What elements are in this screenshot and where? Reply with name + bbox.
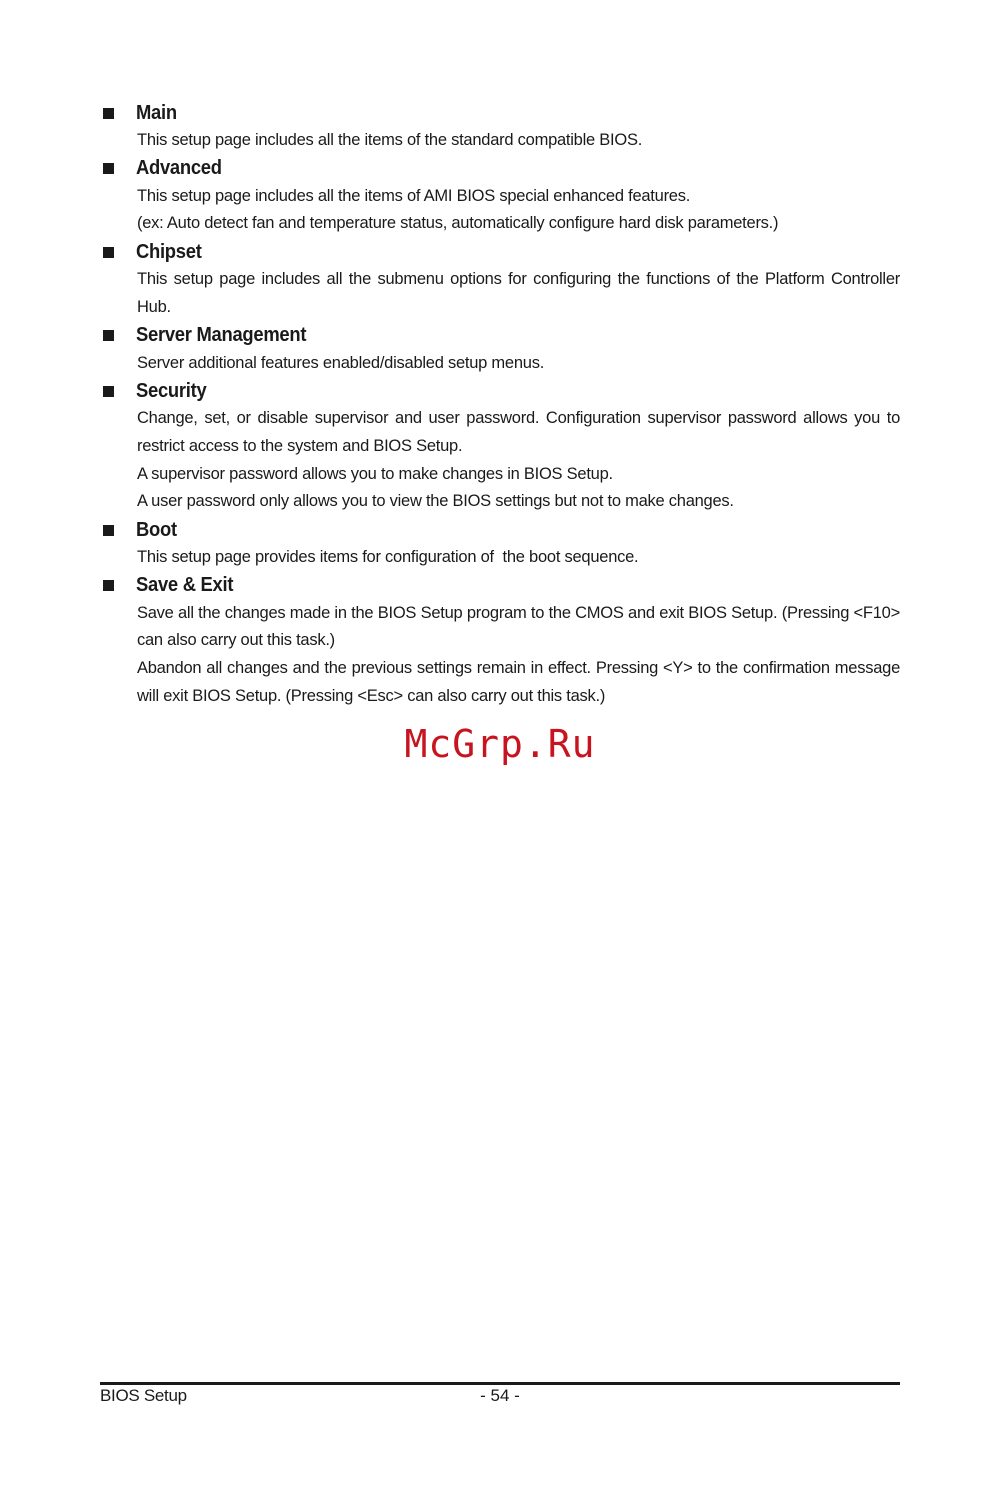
section-paragraph: A supervisor password allows you to make changes in BIOS Setup. bbox=[137, 464, 613, 483]
square-bullet-icon bbox=[103, 247, 114, 258]
square-bullet-icon bbox=[103, 525, 114, 536]
footer-section-label: BIOS Setup bbox=[100, 1386, 187, 1405]
square-bullet-icon bbox=[103, 386, 114, 397]
watermark-text: McGrp.Ru bbox=[404, 722, 596, 766]
section-title: Advanced bbox=[136, 157, 222, 180]
square-bullet-icon bbox=[103, 108, 114, 119]
document-body bbox=[100, 99, 900, 711]
section-title: Server Management bbox=[136, 324, 307, 347]
footer-divider bbox=[100, 1382, 900, 1385]
section-chipset bbox=[100, 238, 900, 321]
section-heading bbox=[100, 99, 900, 127]
section-paragraph: This setup page includes all the items of AMI BIOS special enhanced features. bbox=[137, 186, 691, 205]
section-title: Main bbox=[136, 101, 177, 124]
section-main bbox=[100, 99, 900, 155]
section-paragraph: This setup page includes all the items of the standard compatible BIOS. bbox=[137, 131, 643, 149]
section-heading bbox=[100, 238, 900, 266]
section-paragraph: A user password only allows you to view the BIOS settings but not to make changes. bbox=[137, 492, 734, 511]
section-paragraph: Server additional features enabled/disabled setup menus. bbox=[137, 353, 545, 372]
section-heading bbox=[100, 322, 900, 350]
section-title: Chipset bbox=[136, 240, 202, 263]
section-server-management bbox=[100, 322, 900, 378]
section-title: Boot bbox=[136, 518, 177, 541]
section-advanced bbox=[100, 155, 900, 238]
section-title: Save & Exit bbox=[136, 574, 234, 597]
section-paragraph: Change, set, or disable supervisor and user password. Configuration supervisor password allows you to restrict access to the system and BIOS Setup. bbox=[137, 409, 900, 455]
section-heading bbox=[100, 377, 900, 405]
section-title: Security bbox=[136, 379, 207, 402]
section-paragraph: This setup page provides items for configuration of the boot sequence. bbox=[137, 548, 639, 567]
section-heading bbox=[100, 155, 900, 183]
section-heading bbox=[100, 516, 900, 544]
section-security bbox=[100, 377, 900, 516]
section-paragraph: Save all the changes made in the BIOS Setup program to the CMOS and exit BIOS Setup. (Pressing <F10> can also carry out this task.) bbox=[137, 603, 900, 650]
section-paragraph: (ex: Auto detect fan and temperature status, automatically configure hard disk parameters.) bbox=[137, 214, 779, 233]
section-save-exit bbox=[100, 572, 900, 711]
section-heading bbox=[100, 572, 900, 600]
square-bullet-icon bbox=[103, 330, 114, 341]
square-bullet-icon bbox=[103, 580, 114, 591]
page-number: - 54 - bbox=[480, 1386, 520, 1405]
square-bullet-icon bbox=[103, 163, 114, 174]
section-paragraph: This setup page includes all the submenu options for configuring the functions of the Platform Controller Hub. bbox=[137, 270, 900, 316]
section-boot bbox=[100, 516, 900, 572]
section-paragraph: Abandon all changes and the previous settings remain in effect. Pressing <Y> to the confirmation message will exit BIOS Setup. (Pressing <Esc> can also carry out this task.) bbox=[137, 659, 900, 705]
